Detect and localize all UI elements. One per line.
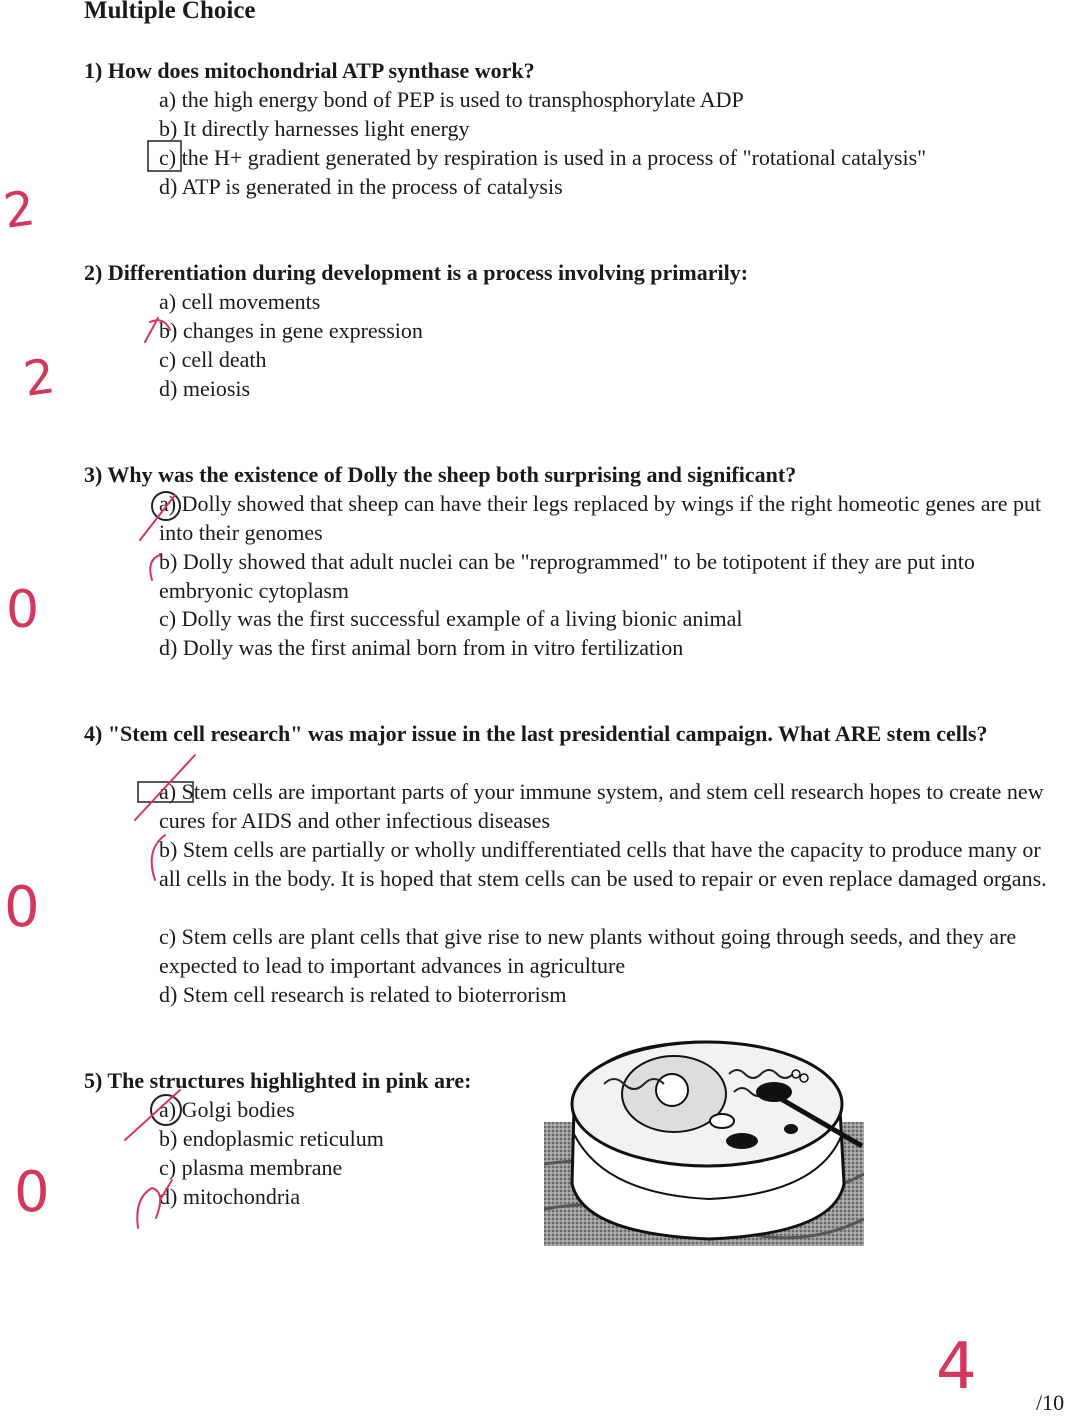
total-max: /10: [1036, 1390, 1065, 1415]
question-5-option-c: c) plasma membrane: [159, 1155, 343, 1180]
question-1-option-d: d) ATP is generated in the process of catalysis: [159, 174, 563, 199]
question-3-option-d: d) Dolly was the first animal born from in vitro fertilization: [159, 635, 684, 660]
question-2-option-a: a) cell movements: [159, 289, 321, 314]
question-5-prompt: 5) The structures highlighted in pink are:: [84, 1068, 472, 1093]
question-2-option-c: c) cell death: [159, 347, 267, 372]
question-3-option-c: c) Dolly was the first successful example of a living bionic animal: [159, 606, 743, 631]
question-2-option-d: d) meiosis: [159, 376, 251, 401]
question-4-option-d: d) Stem cell research is related to bioterrorism: [159, 982, 567, 1007]
section-heading: Multiple Choice: [84, 0, 256, 24]
question-2-prompt: 2) Differentiation during development is a process involving primarily:: [84, 260, 749, 285]
question-1-option-c: c) the H+ gradient generated by respiration is used in a process of "rotational catalysis": [159, 145, 927, 170]
question-2-option-b: b) changes in gene expression: [159, 318, 423, 343]
question-1-prompt: 1) How does mitochondrial ATP synthase work?: [84, 58, 535, 83]
question-3-prompt: 3) Why was the existence of Dolly the sheep both surprising and significant?: [84, 462, 797, 487]
question-2-score: 2: [20, 348, 59, 408]
question-5-option-b: b) endoplasmic reticulum: [159, 1126, 384, 1151]
question-4-option-c: c) Stem cells are plant cells that give rise to new plants without going through seeds, and they are expected to lead to important advances in agriculture: [159, 924, 1017, 978]
question-5-option-a: a) Golgi bodies: [159, 1097, 295, 1122]
question-4-option-a: a) Stem cells are important parts of your immune system, and stem cell research hopes to create new cures for AIDS and other infectious diseases: [159, 779, 1044, 833]
question-3-score: 0: [6, 580, 40, 640]
question-4-prompt: 4) "Stem cell research" was major issue in the last presidential campaign. What ARE stem cells?: [84, 721, 988, 746]
question-4-score: 0: [4, 875, 40, 940]
question-4-option-b: b) Stem cells are partially or wholly undifferentiated cells that have the capacity to produce many or all cells in the body. It is hoped that stem cells can be used to repair or even replace damaged organs.: [159, 837, 1047, 891]
question-1-score: 2: [0, 180, 39, 240]
question-5-score: 0: [14, 1160, 50, 1225]
question-3-option-a: a) Dolly showed that sheep can have their legs replaced by wings if the right homeotic genes are put into their genomes: [159, 491, 1042, 545]
question-5-option-d: d) mitochondria: [159, 1184, 301, 1209]
question-1-option-a: a) the high energy bond of PEP is used to transphosphorylate ADP: [159, 87, 744, 112]
question-3-option-b: b) Dolly showed that adult nuclei can be "reprogrammed" to be totipotent if they are put into embryonic cytoplasm: [159, 549, 975, 603]
question-1-option-b: b) It directly harnesses light energy: [159, 116, 470, 141]
total-score: 4: [936, 1330, 977, 1404]
